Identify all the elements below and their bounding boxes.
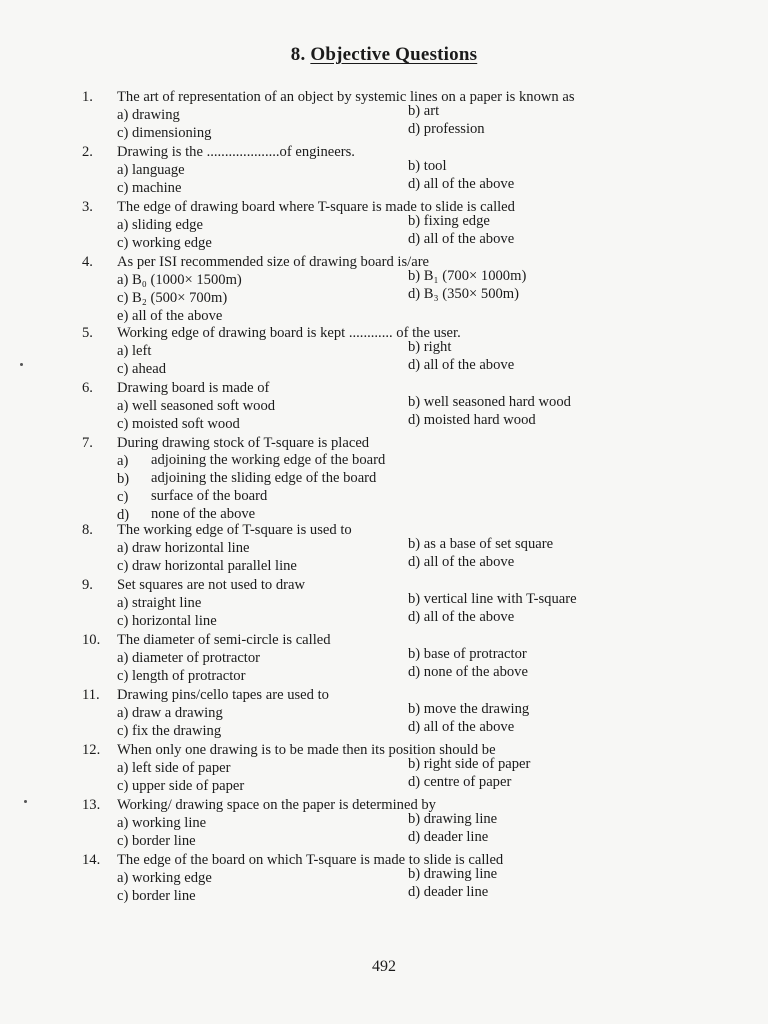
option-a: a) drawing [117,106,180,123]
option-a: a) diameter of protractor [117,649,261,666]
option-label: c) [117,488,129,505]
question-number: 6. [82,380,93,397]
option-c: c) horizontal line [117,612,217,629]
question-number: 7. [82,435,93,452]
question-text: Drawing pins/cello tapes are used to [117,686,329,703]
option-d: d) all of the above [408,176,515,193]
question-number: 5. [82,325,93,342]
option-a: a) left [117,342,152,359]
option-d: d) profession [408,121,485,138]
option-c: c) fix the drawing [117,722,222,739]
option-text: none of the above [151,506,256,523]
option-a: a) left side of paper [117,759,231,776]
option-d: d) all of the above [408,231,515,248]
question-text: The art of representation of an object by systemic lines on a paper is known as [117,88,575,105]
page-number: 492 [372,958,396,975]
question-text: Working edge of drawing board is kept ............ of the user. [117,324,461,341]
option-b: b) drawing line [408,866,498,883]
option-text: adjoining the working edge of the board [151,452,386,469]
scan-speck [24,800,27,803]
option-c: c) working edge [117,234,212,251]
question-text: During drawing stock of T-square is placed [117,434,370,451]
option-c: c) moisted soft wood [117,415,240,432]
section-title: Objective Questions [310,44,478,65]
option-a: a) straight line [117,594,202,611]
option-a: a) draw a drawing [117,704,223,721]
option-b: b) drawing line [408,811,498,828]
option-e: e) all of the above [117,307,223,324]
option-c: c) length of protractor [117,667,246,684]
question-text: The edge of drawing board where T-square is made to slide is called [117,198,515,215]
option-c: c) ahead [117,360,167,377]
scan-speck [20,363,23,366]
option-d: d) all of the above [408,357,515,374]
question-text: The diameter of semi-circle is called [117,631,331,648]
option-text: adjoining the sliding edge of the board [151,470,377,487]
option-b: b) right side of paper [408,756,531,773]
option-b: b) right [408,339,452,356]
question-text: Working/ drawing space on the paper is determined by [117,796,436,813]
option-a: a) working line [117,814,207,831]
question-text: Drawing board is made of [117,379,270,396]
option-a: a) working edge [117,869,212,886]
question-number: 2. [82,144,93,161]
question-text: When only one drawing is to be made then its position should be [117,741,496,758]
option-a: a) language [117,161,185,178]
option-b: b) well seasoned hard wood [408,394,571,411]
option-b: b) base of protractor [408,646,527,663]
question-text: The working edge of T-square is used to [117,521,352,538]
question-number: 12. [82,742,101,759]
option-text: surface of the board [151,488,268,505]
question-number: 14. [82,852,101,869]
option-d: d) none of the above [408,664,528,681]
option-label: d) [117,506,130,523]
option-d: d) centre of paper [408,774,512,791]
option-label: b) [117,470,130,487]
option-c: c) draw horizontal parallel line [117,557,297,574]
question-number: 8. [82,522,93,539]
option-c: c) machine [117,179,182,196]
option-a: a) sliding edge [117,216,203,233]
question-number: 11. [82,687,100,704]
question-number: 10. [82,632,101,649]
option-c: c) dimensioning [117,124,212,141]
option-d: d) deader line [408,829,489,846]
question-text: Set squares are not used to draw [117,576,306,593]
option-c: c) B₂ (500× 700m) [117,289,228,306]
option-d: d) deader line [408,884,489,901]
option-b: b) fixing edge [408,213,490,230]
option-b: b) move the drawing [408,701,530,718]
question-text: Drawing is the ....................of engineers. [117,143,355,160]
option-a: a) B₀ (1000× 1500m) [117,271,242,288]
option-b: b) tool [408,158,447,175]
question-number: 1. [82,89,93,106]
option-c: c) upper side of paper [117,777,245,794]
option-a: a) draw horizontal line [117,539,250,556]
option-label: a) [117,452,129,469]
question-text: The edge of the board on which T-square is made to slide is called [117,851,504,868]
option-c: c) border line [117,832,196,849]
question-number: 9. [82,577,93,594]
question-text: As per ISI recommended size of drawing board is/are [117,253,430,270]
section-number: 8. [290,44,306,65]
option-d: d) B₃ (350× 500m) [408,286,520,303]
option-b: b) vertical line with T-square [408,591,577,608]
option-b: b) B₁ (700× 1000m) [408,268,527,285]
question-number: 4. [82,254,93,271]
question-number: 13. [82,797,101,814]
option-a: a) well seasoned soft wood [117,397,276,414]
question-number: 3. [82,199,93,216]
option-d: d) all of the above [408,719,515,736]
option-d: d) all of the above [408,554,515,571]
option-b: b) art [408,103,440,120]
option-c: c) border line [117,887,196,904]
option-d: d) moisted hard wood [408,412,536,429]
option-b: b) as a base of set square [408,536,554,553]
option-d: d) all of the above [408,609,515,626]
